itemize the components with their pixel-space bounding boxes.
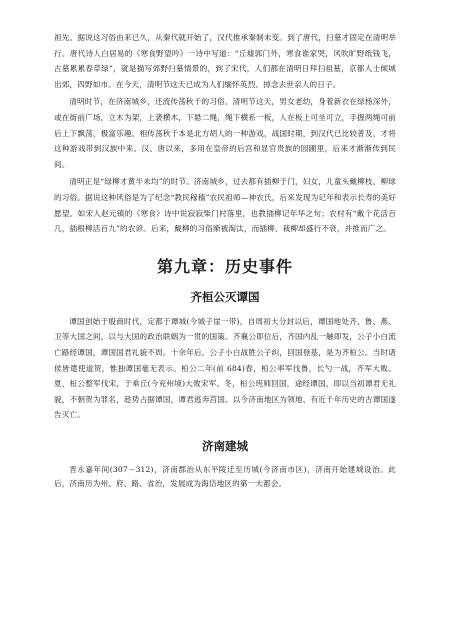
section-qi-huan-gong	[54, 289, 396, 423]
section-jinan-city	[54, 438, 396, 492]
section-body-2: 晋永嘉年间(307－312)，济南郡治从东平陵迁至历城(今济南市区)，济南开始建城设治。此后，济南历为州、府、路、省治，发展成为海岱地区的第一大都会。	[54, 464, 396, 489]
section-body-1: 谭国创始于殷商时代，定都于谭城(今城子崖一带)，自周初大分封以后，谭国地处齐、鲁、燕、卫等大国之间，以与大国的政治联姻为一贯的国策。齐襄公即位后，齐国内乱一触即发，公子小白流亡路经谭国，谭国国君礼貌不周。十余年后，公子小白战胜公子纠，回国登基，是为齐桓公。当时诸侯皆遣使道贺，惟独谭国毫无表示。桓公二年(前 684)春，桓公率军伐鲁，长勺一战，齐军大败。夏，桓公整军伐宋，于乘丘(今兖州境)大败宋军。冬，桓公班师回国，途经谭国，即以当初谭君无礼貌，不朝贺为罪名，趁势占据谭国，谭君逃奔莒国。以今济南地区为领地、有近千年历史的古谭国遂告灭亡。	[54, 316, 396, 420]
section-title-2: 济南建城	[202, 438, 248, 453]
intro-paragraph-3: 清明正是“绿柳才黄半未均”的时节。济南城乡，过去都有插柳于门，妇女，儿童头戴柳枝，柳球的习俗。据说这种风俗是为了纪念“教民稼穑”农民祖师—神农氏，后来发现为记年和表示长寿的美好愿望。如宋人赵元镇的《寒食》诗中说寂寂柴门村落里，也教插柳记年华之句；农村有“戴个花活百几，插根柳活百九”的农谚。后来，戴柳的习俗渐被淘汰，而插柳、栽柳却盛行不衰，并推而广之。	[54, 177, 396, 234]
chapter-title: 第九章：历史事件	[156, 256, 293, 276]
intro-paragraph-1: 祖先。据说这习俗由来已久，从秦代就开始了，汉代推承秦制未变。到了唐代，扫墓才固定在清明举行。唐代诗人白居易的《寒食野望吟》一诗中写道：“丘墟郭门外，寒食谁家哭，风吹旷野纸钱飞，古墓累累春草绿”，就是描写郊野扫墓情景的，到了宋代，人们都在清明日拜扫祖墓，京都人士倾城出郊，四野如市。在今天，清明节这天已成为人们缅怀英烈、掉念去世亲人的日子。	[54, 33, 396, 89]
section-title-1: 齐桓公灭谭国	[190, 289, 260, 304]
intro-paragraph-2: 清明时节，在济南城乡，还流传荡秋千的习俗。清明节这天，男女老幼，身着新衣在绿杨深外，或在街前广场，立木为架，上袭横木，下悬二绳，绳下横系一板，人在板上可坐可立，手握两绳可前后上下飘荡，极富乐趣。相传荡秋千本是北方胡人的一种游戏，战国时期，到汉代已比较普及，才将这种游戏带到汉族中来。汉、唐以来，多用在皇帝的后宫和显官贵族的园圃里，后来才渐渐传到民间。	[54, 97, 396, 169]
